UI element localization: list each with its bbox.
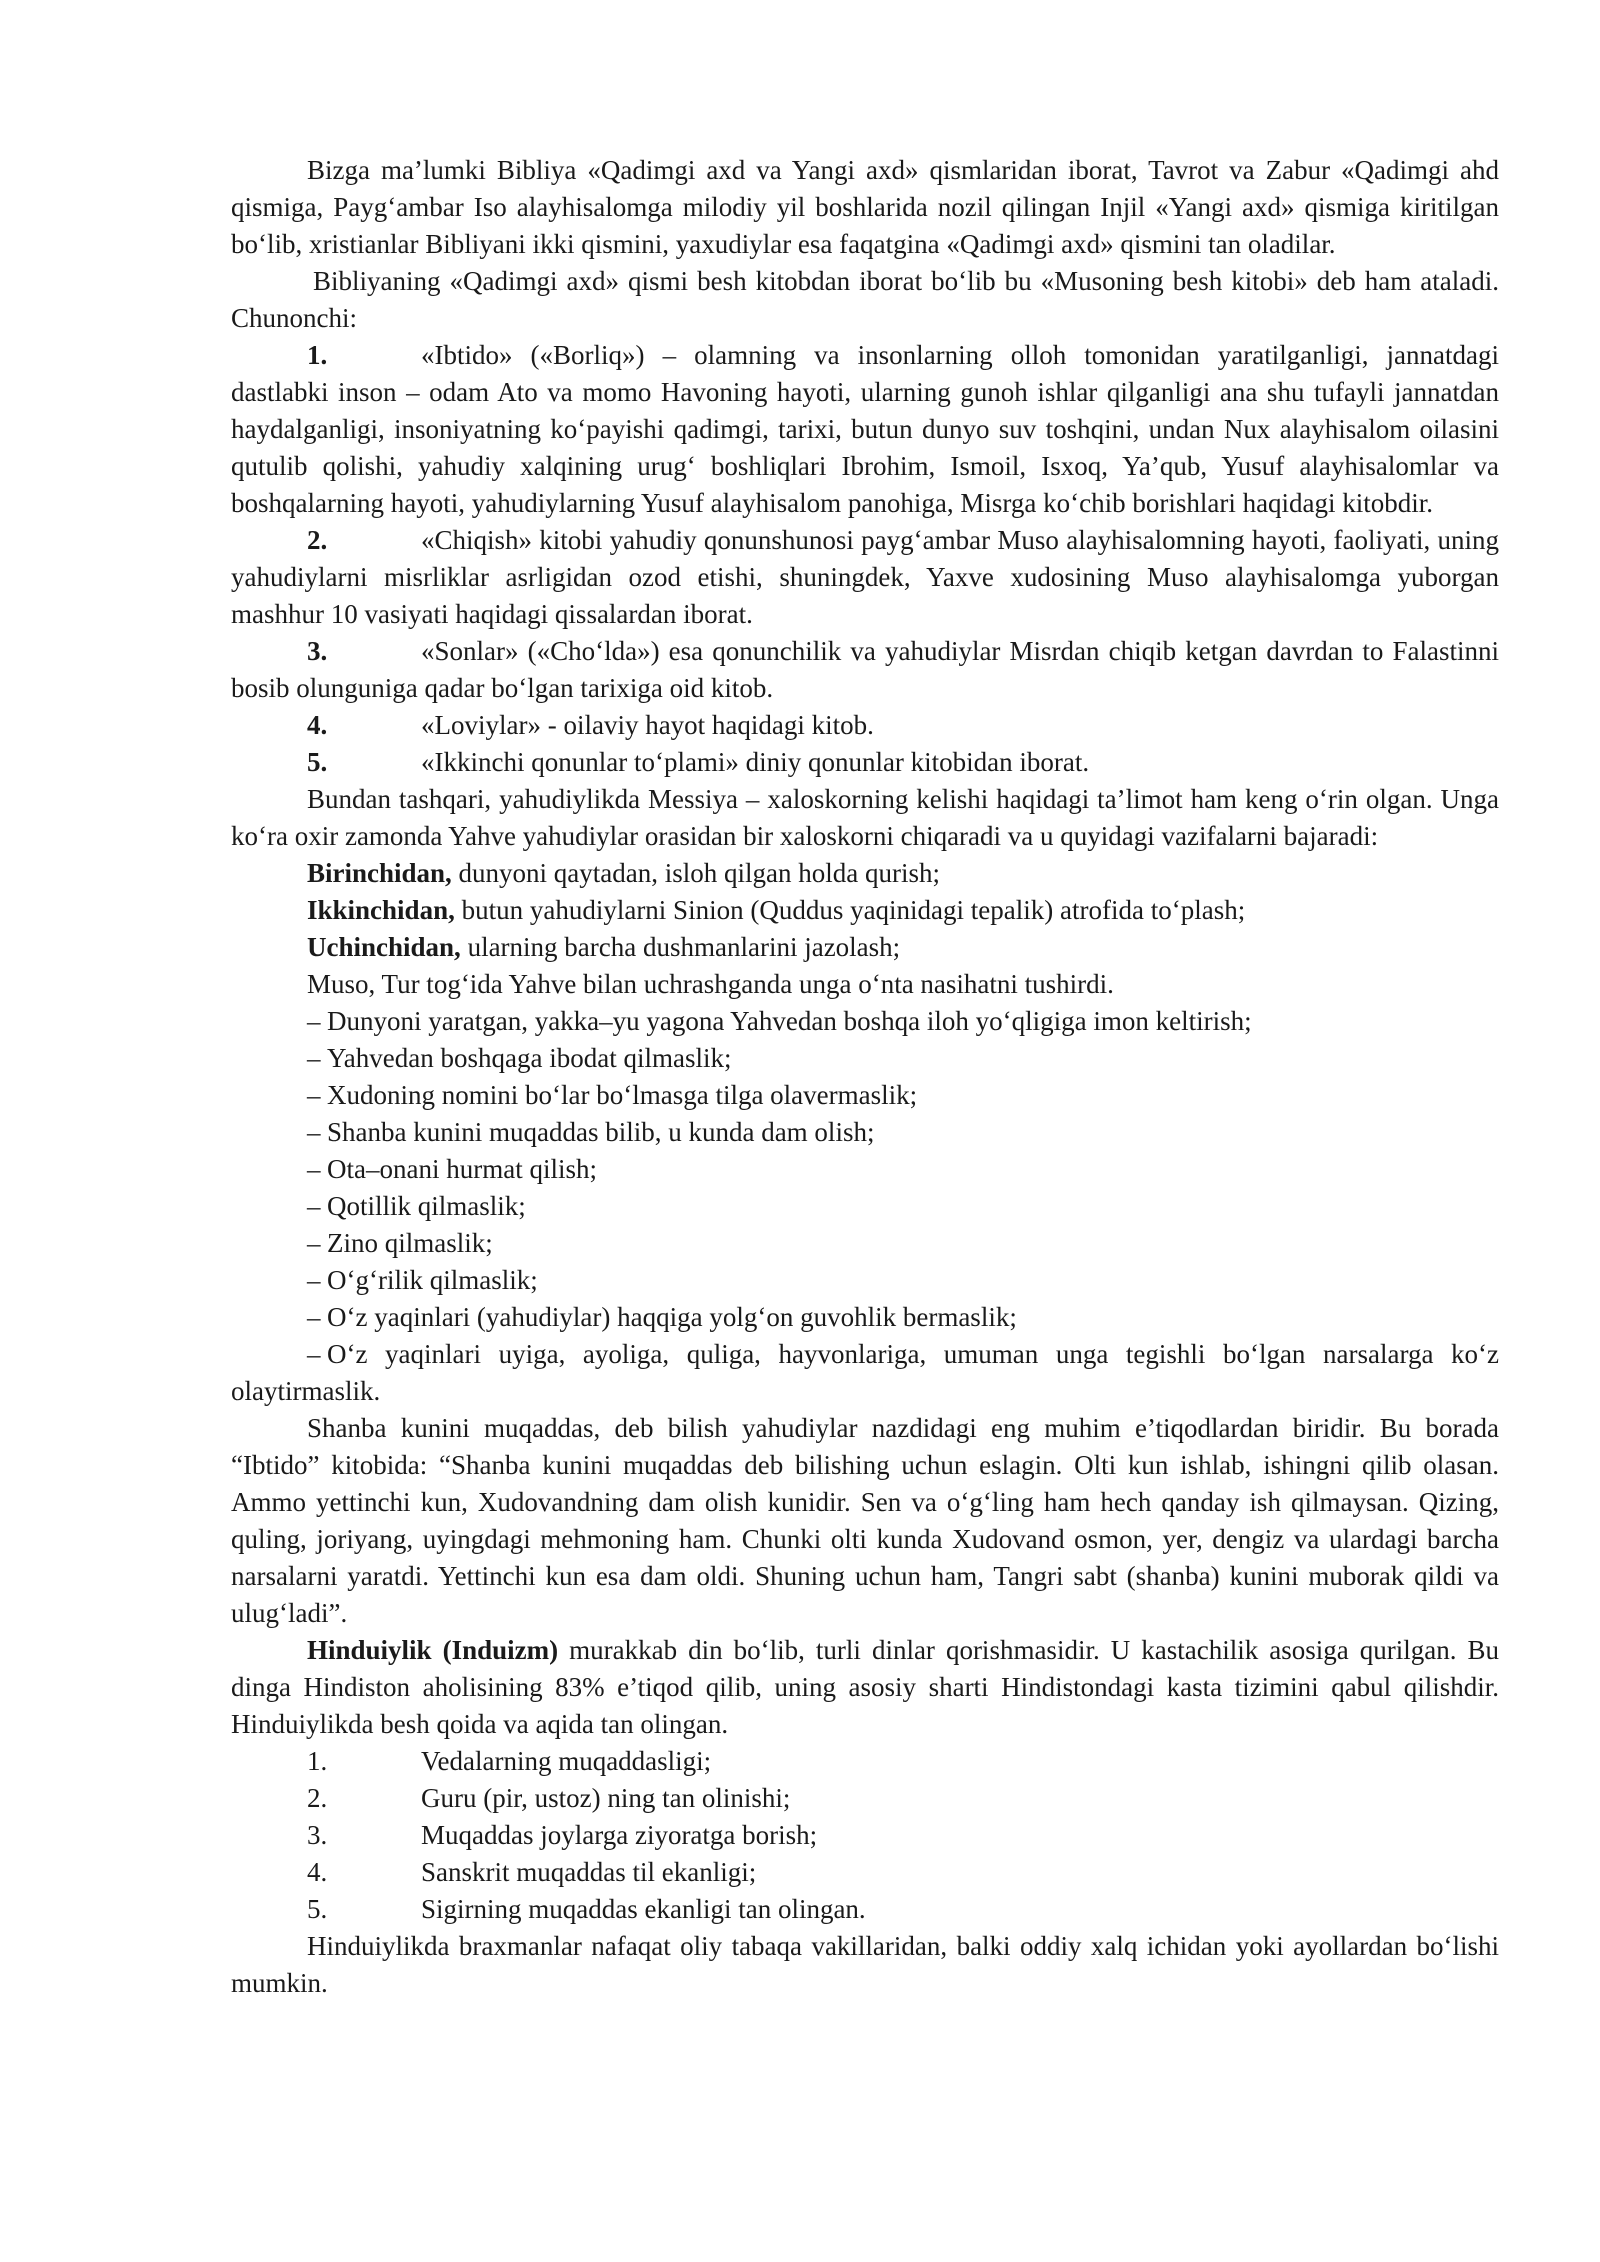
document-page [231, 152, 1499, 2002]
dash-marker: – [307, 1043, 321, 1073]
dash-marker: – [307, 1006, 321, 1036]
dash-marker: – [307, 1117, 321, 1147]
commandment-1 [231, 1003, 1499, 1040]
commandment-text: Zino qilmaslik; [327, 1228, 493, 1258]
dash-marker: – [307, 1228, 321, 1258]
commandment-3 [231, 1077, 1499, 1114]
messiah-task-3 [231, 929, 1499, 966]
task-label: Ikkinchidan, [307, 895, 455, 925]
rule-text: Sanskrit muqaddas til ekanligi; [421, 1857, 757, 1887]
commandment-2 [231, 1040, 1499, 1077]
hinduism-text: murakkab din bo‘lib, turli dinlar qorishmasidir. U kastachilik asosiga qurilgan. Bu dinga Hindiston aholisining 83% e’tiqod qilib, uning asosiy sharti Hindistondagi kasta tizimini qabul qilishdir. Hinduiylikda besh qoida va aqida tan olingan. [231, 1635, 1499, 1739]
commandment-4 [231, 1114, 1499, 1151]
dash-marker: – [307, 1339, 321, 1369]
commandment-text: Shanba kunini muqaddas bilib, u kunda dam olish; [327, 1117, 875, 1147]
hinduism-paragraph [231, 1632, 1499, 1743]
commandment-text: O‘z yaqinlari (yahudiylar) haqqiga yolg‘on guvohlik bermaslik; [327, 1302, 1017, 1332]
commandment-text: Xudoning nomini bo‘lar bo‘lmasga tilga olavermaslik; [327, 1080, 918, 1110]
book-text: «Loviylar» - oilaviy hayot haqidagi kitob. [421, 710, 874, 740]
dash-marker: – [307, 1080, 321, 1110]
task-text: dunyoni qaytadan, isloh qilgan holda qurish; [451, 858, 940, 888]
commandment-text: Ota–onani hurmat qilish; [327, 1154, 597, 1184]
book-number: 5. [307, 747, 328, 777]
rule-text: Vedalarning muqaddasligi; [421, 1746, 712, 1776]
book-number: 2. [307, 525, 328, 555]
book-item-5 [231, 744, 1499, 781]
book-item-3 [231, 633, 1499, 707]
commandment-text: O‘g‘rilik qilmaslik; [327, 1265, 538, 1295]
dash-marker: – [307, 1265, 321, 1295]
commandment-6 [231, 1188, 1499, 1225]
rule-number: 1. [307, 1746, 328, 1776]
rule-number: 2. [307, 1783, 328, 1813]
rule-text: Muqaddas joylarga ziyoratga borish; [421, 1820, 818, 1850]
rule-number: 4. [307, 1857, 328, 1887]
task-label: Birinchidan, [307, 858, 452, 888]
messiah-task-2 [231, 892, 1499, 929]
messiah-paragraph: Bundan tashqari, yahudiylikda Messiya – xaloskorning kelishi haqidagi ta’limot ham keng o‘rin olgan. Unga ko‘ra oxir zamonda Yahve yahudiylar orasidan bir xaloskorni chiqaradi va u quyidagi vazifalarni bajaradi: [231, 784, 1499, 851]
book-item-2 [231, 522, 1499, 633]
dash-marker: – [307, 1191, 321, 1221]
hindu-rule-4 [231, 1854, 1499, 1891]
book-number: 4. [307, 710, 328, 740]
rule-text: Sigirning muqaddas ekanligi tan olingan. [421, 1894, 866, 1924]
book-number: 3. [307, 636, 328, 666]
commandment-text: O‘z yaqinlari uyiga, ayoliga, quliga, hayvonlariga, umuman unga tegishli bo‘lgan narsalarga ko‘z olaytirmaslik. [231, 1339, 1499, 1406]
task-text: ularning barcha dushmanlarini jazolash; [460, 932, 901, 962]
book-text: «Sonlar» («Cho‘lda») esa qonunchilik va yahudiylar Misrdan chiqib ketgan davrdan to Falastinni bosib olunguniga qadar bo‘lgan tarixiga oid kitob. [231, 636, 1499, 703]
book-text: «Ikkinchi qonunlar to‘plami» diniy qonunlar kitobidan iborat. [421, 747, 1090, 777]
rule-number: 3. [307, 1820, 328, 1850]
book-item-1 [231, 337, 1499, 522]
book-item-4 [231, 707, 1499, 744]
task-text: butun yahudiylarni Sinion (Quddus yaqinidagi tepalik) atrofida to‘plash; [454, 895, 1246, 925]
hindu-rule-5 [231, 1891, 1499, 1928]
intro-paragraph-1: Bizga ma’lumki Bibliya «Qadimgi axd va Yangi axd» qismlaridan iborat, Tavrot va Zabur «Qadimgi ahd qismiga, Payg‘ambar Iso alayhisalomga milodiy yil boshlarida nozil qilingan Injil «Yangi axd» qismiga kiritilgan bo‘lib, xristianlar Bibliyani ikki qismini, yaxudiylar esa faqatgina «Qadimgi axd» qismini tan oladilar. [231, 155, 1499, 259]
rule-number: 5. [307, 1894, 328, 1924]
book-text: «Ibtido» («Borliq») – olamning va insonlarning olloh tomonidan yaratilganligi, jannatdagi dastlabki inson – odam Ato va momo Havoning hayoti, ularning gunoh ishlar qilganligi ana shu tufayli jannatdan haydalganligi, insoniyatning ko‘payishi qadimgi, tarixi, butun dunyo suv toshqini, undan Nux alayhisalom oilasini qutulib qolishi, yahudiy xalqining urug‘ boshliqlari Ibrohim, Ismoil, Isxoq, Ya’qub, Yusuf alayhisalomlar va boshqalarning hayoti, yahudiylarning Yusuf alayhisalom panohiga, Misrga ko‘chib borishlari haqidagi kitobdir. [231, 340, 1499, 518]
commandment-8 [231, 1262, 1499, 1299]
book-number: 1. [307, 340, 328, 370]
commandment-9 [231, 1299, 1499, 1336]
task-label: Uchinchidan, [307, 932, 461, 962]
rule-text: Guru (pir, ustoz) ning tan olinishi; [421, 1783, 791, 1813]
commandment-text: Dunyoni yaratgan, yakka–yu yagona Yahvedan boshqa iloh yo‘qligiga imon keltirish; [327, 1006, 1252, 1036]
sabbath-paragraph: Shanba kunini muqaddas, deb bilish yahudiylar nazdidagi eng muhim e’tiqodlardan biridir. Bu borada “Ibtido” kitobida: “Shanba kunini muqaddas deb bilishing uchun eslagin. Olti kun ishlab, ishingni qilib olasan. Ammo yettinchi kun, Xudovandning dam olish kunidir. Sen va o‘g‘ling ham hech qanday ish qilmaysan. Qizing, quling, joriyang, uyingdagi mehmoning ham. Chunki olti kunda Xudovand osmon, yer, dengiz va ulardagi barcha narsalarni yaratdi. Yettinchi kun esa dam oldi. Shuning uchun ham, Tangri sabt (shanba) kunini muborak qildi va ulug‘ladi”. [231, 1413, 1499, 1628]
hindu-rule-2 [231, 1780, 1499, 1817]
commandment-10 [231, 1336, 1499, 1410]
dash-marker: – [307, 1302, 321, 1332]
closing-paragraph: Hinduiylikda braxmanlar nafaqat oliy tabaqa vakillaridan, balki oddiy xalq ichidan yoki ayollardan bo‘lishi mumkin. [231, 1931, 1499, 1998]
intro-paragraph-2: Bibliyaning «Qadimgi axd» qismi besh kitobdan iborat bo‘lib bu «Musoning besh kitobi» deb ham ataladi. Chunonchi: [231, 266, 1499, 333]
hinduism-title: Hinduiylik (Induizm) [307, 1635, 559, 1665]
hindu-rule-1 [231, 1743, 1499, 1780]
commandment-7 [231, 1225, 1499, 1262]
commandment-text: Qotillik qilmaslik; [327, 1191, 526, 1221]
commandment-5 [231, 1151, 1499, 1188]
commandment-text: Yahvedan boshqaga ibodat qilmaslik; [327, 1043, 732, 1073]
hindu-rule-3 [231, 1817, 1499, 1854]
messiah-task-1 [231, 855, 1499, 892]
moses-line: Muso, Tur tog‘ida Yahve bilan uchrashganda unga o‘nta nasihatni tushirdi. [307, 969, 1114, 999]
dash-marker: – [307, 1154, 321, 1184]
book-text: «Chiqish» kitobi yahudiy qonunshunosi payg‘ambar Muso alayhisalomning hayoti, faoliyati, uning yahudiylarni misrliklar asrligidan ozod etishi, shuningdek, Yaxve xudosining Muso alayhisalomga yuborgan mashhur 10 vasiyati haqidagi qissalardan iborat. [231, 525, 1499, 629]
